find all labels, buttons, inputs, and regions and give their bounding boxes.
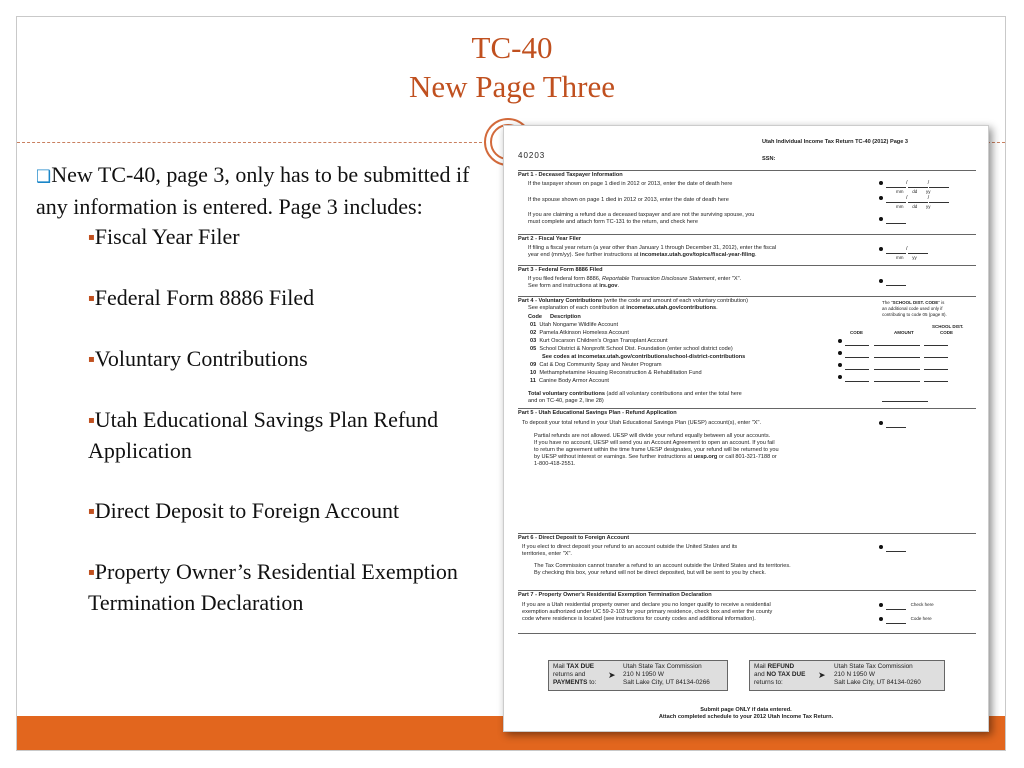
part3-row2: See form and instructions at irs.gov. <box>528 283 620 289</box>
part1-row2: If the spouse shown on page 1 died in 2012 or 2013, enter the date of death here <box>528 197 729 203</box>
bullet-text: Utah Educational Savings Plan Refund Application <box>88 407 439 463</box>
date-hint: mm dd yy <box>896 189 931 194</box>
checkbox-bullet-icon: ❑ <box>36 167 52 187</box>
square-bullet-icon: ▪ <box>88 293 95 304</box>
contribution-row: 05 School District & Nonprofit School Dist. Foundation (enter school district code) <box>530 346 733 352</box>
divider <box>518 408 976 409</box>
uesp-text-4: by UESP without interest or earnings. See further instructions at uesp.org or call 801-321-7188 or <box>534 454 777 460</box>
part6-text-2: By checking this box, your refund will not be direct deposited, but will be sent to you by check. <box>534 570 766 576</box>
bullet-list <box>36 160 476 618</box>
part2-row2: year end (mm/yy). See further instructions at incometax.utah.gov/topics/fiscal-year-filing. <box>528 252 757 258</box>
contribution-row: 10 Methamphetamine Housing Reconstruction & Rehabilitation Fund <box>530 370 702 376</box>
square-bullet-icon: ▪ <box>88 232 95 243</box>
total-contributions-2: and on TC-40, page 2, line 28) <box>528 398 604 404</box>
col-school: SCHOOL DIST. <box>932 324 964 329</box>
divider <box>518 533 976 534</box>
part3-row1: If you filed federal form 8886, Reportable Transaction Disclosure Statement, enter "X". <box>528 276 742 282</box>
title-divider-left <box>17 142 487 143</box>
fiscal-year-end: / <box>879 246 928 254</box>
square-bullet-icon: ▪ <box>88 354 95 365</box>
square-bullet-icon: ▪ <box>88 506 95 517</box>
square-bullet-icon: ▪ <box>88 567 95 578</box>
death-date-spouse: / / <box>879 195 949 203</box>
school-code-note-3: contributing to code 05 (page 8). <box>882 312 947 317</box>
part1-title: Part 1 - Deceased Taxpayer Information <box>518 172 623 178</box>
part5-title: Part 5 - Utah Educational Savings Plan - Refund Application <box>518 410 677 416</box>
intro-text: New TC-40, page 3, only has to be submitted if any information is entered. Page 3 includes: <box>36 162 470 219</box>
bullet-dot-icon <box>838 351 842 355</box>
part7-title: Part 7 - Property Owner's Residential Exemption Termination Declaration <box>518 592 712 598</box>
bullet-item <box>88 557 476 618</box>
part6-text-1: The Tax Commission cannot transfer a refund to an account outside the United States and its territories. <box>534 563 791 569</box>
part1-row1: If the taxpayer shown on page 1 died in 2012 or 2013, enter the date of death here <box>528 181 733 187</box>
uesp-text-1: Partial refunds are not allowed. UESP will divide your refund equally between all your accounts. <box>534 433 771 439</box>
bullet-dot-icon <box>879 421 883 425</box>
mail-due-line3: PAYMENTS to: <box>553 679 597 686</box>
school-code-note: The "SCHOOL DIST. CODE" is <box>882 300 945 305</box>
deceased-checkbox <box>879 216 906 224</box>
total-contributions: Total voluntary contributions (add all voluntary contributions and enter the total here <box>528 391 742 397</box>
contribution-row: See codes at incometax.utah.gov/contributions/school-district-contributions <box>542 354 746 360</box>
uesp-text-3: to return the agreement within the time frame UESP designates, your refund will be returned to you <box>534 447 779 453</box>
part7-row1: If you are a Utah residential property owner and declare you no longer qualify to receive a residential <box>522 602 771 608</box>
square-bullet-icon: ▪ <box>88 415 95 426</box>
bullet-item <box>88 344 476 375</box>
exemption-checkbox: Check here <box>879 602 934 610</box>
mail-due-addr1: Utah State Tax Commission <box>623 663 702 670</box>
contribution-entry <box>838 350 948 358</box>
part4-row1: See explanation of each contribution at incometax.utah.gov/contributions. <box>528 305 718 311</box>
school-code-note-2: an additional code used only if <box>882 306 943 311</box>
bullet-text: Fiscal Year Filer <box>94 224 240 249</box>
part6-title: Part 6 - Direct Deposit to Foreign Account <box>518 535 630 541</box>
bullet-dot-icon <box>838 375 842 379</box>
submit-note: Submit page ONLY if data entered. <box>700 707 792 713</box>
bullet-dot-icon <box>879 196 883 200</box>
bullet-text: Direct Deposit to Foreign Account <box>94 498 400 523</box>
slide-subtitle: New Page Three <box>408 69 615 104</box>
bullet-dot-icon <box>879 247 883 251</box>
part2-row1: If filing a fiscal year return (a year other than January 1 through December 31, 2012), enter the fiscal <box>528 245 777 251</box>
part7-row3: code where residence is located (see instructions for county codes and additional information). <box>522 616 756 622</box>
code-header: Code <box>528 314 542 320</box>
mail-refund-addr1: Utah State Tax Commission <box>834 663 913 670</box>
bullet-dot-icon <box>879 279 883 283</box>
uesp-text-5: 1-800-418-2551. <box>534 461 576 467</box>
mail-due-line2: returns and <box>553 671 586 678</box>
tc40-page3-form-image <box>503 125 989 732</box>
contribution-row: 11 Canine Body Armor Account <box>530 378 609 384</box>
mail-due-line1: Mail TAX DUE <box>553 663 595 670</box>
mail-due-addr3: Salt Lake City, UT 84134-0266 <box>623 679 710 686</box>
mail-refund-line3: returns to: <box>754 679 783 686</box>
part3-title: Part 3 - Federal Form 8886 Filed <box>518 267 603 273</box>
bullet-item <box>88 222 476 253</box>
description-header: Description <box>550 314 581 320</box>
col-school-2: CODE <box>940 330 954 335</box>
form-code: 40203 <box>518 151 546 160</box>
divider <box>518 234 976 235</box>
contribution-row: 01 Utah Nongame Wildlife Account <box>530 322 619 328</box>
mail-due-addr2: 210 N 1950 W <box>623 671 664 678</box>
arrow-right-icon: ➤ <box>818 670 826 680</box>
bullet-text: Voluntary Contributions <box>94 346 308 371</box>
arrow-right-icon: ➤ <box>608 670 616 680</box>
mail-refund-addr2: 210 N 1950 W <box>834 671 875 678</box>
total-entry <box>882 394 928 402</box>
divider <box>518 265 976 266</box>
bullet-dot-icon <box>838 363 842 367</box>
contribution-entry <box>838 374 948 382</box>
attach-note: Attach completed schedule to your 2012 Utah Income Tax Return. <box>658 714 834 720</box>
divider <box>518 590 976 591</box>
contribution-entry <box>838 362 948 370</box>
part1-row3a: If you are claiming a refund due a deceased taxpayer and are not the surviving spouse, you <box>528 212 755 218</box>
intro-paragraph <box>36 160 476 222</box>
contribution-entry <box>838 338 948 346</box>
ssn-label: SSN: <box>762 156 776 162</box>
bullet-dot-icon <box>879 217 883 221</box>
part6-row2: territories, enter "X". <box>522 551 572 557</box>
bullet-dot-icon <box>879 603 883 607</box>
uesp-text-2: If you have no account, UESP will send you an Account Agreement to open an account. If you fail <box>534 440 775 446</box>
bullet-dot-icon <box>838 339 842 343</box>
form8886-checkbox <box>879 278 906 286</box>
contribution-row: 03 Kurt Oscarson Children's Organ Transplant Account <box>530 338 668 344</box>
bullet-dot-icon <box>879 181 883 185</box>
contribution-row: 02 Pamela Atkinson Homeless Account <box>530 330 629 336</box>
death-date-taxpayer: / / <box>879 180 949 188</box>
bullet-item <box>88 496 476 527</box>
bullet-text: Federal Form 8886 Filed <box>94 285 315 310</box>
divider <box>518 633 976 634</box>
part4-title: Part 4 - Voluntary Contributions (write the code and amount of each voluntary contribution) <box>518 298 748 304</box>
bullet-text: Property Owner’s Residential Exemption Termination Declaration <box>88 559 458 615</box>
mail-refund-addr3: Salt Lake City, UT 84134-0260 <box>834 679 921 686</box>
mail-tax-due-box <box>548 660 728 691</box>
divider <box>518 296 976 297</box>
col-code: CODE <box>850 330 864 335</box>
bullet-item <box>88 283 476 314</box>
mail-refund-box <box>749 660 945 691</box>
contribution-row: 09 Cat & Dog Community Spay and Neuter Program <box>530 362 662 368</box>
bullet-item <box>88 405 476 466</box>
form-header-title: Utah Individual Income Tax Return TC-40 (2012) Page 3 <box>762 139 908 145</box>
date-hint: mm yy <box>896 255 917 260</box>
part6-row1: If you elect to direct deposit your refund to an account outside the United States and its <box>522 544 738 550</box>
col-amount: AMOUNT <box>894 330 914 335</box>
part1-row3b: must complete and attach form TC-131 to the return, and check here <box>528 219 698 225</box>
part5-row1: To deposit your total refund in your Utah Educational Savings Plan (UESP) account(s), enter "X". <box>522 420 762 426</box>
bullet-dot-icon <box>879 545 883 549</box>
county-code-field: Code here <box>879 616 932 624</box>
part2-title: Part 2 - Fiscal Year Filer <box>518 236 582 242</box>
bullet-dot-icon <box>879 617 883 621</box>
foreign-deposit-checkbox <box>879 544 906 552</box>
divider <box>518 170 976 171</box>
date-hint: mm dd yy <box>896 204 931 209</box>
part7-row2: exemption authorized under UC 59-2-103 for your primary residence, check box and enter the county <box>522 609 773 615</box>
mail-refund-line2: and NO TAX DUE <box>754 671 806 678</box>
mail-refund-line1: Mail REFUND <box>754 663 795 670</box>
slide-title: TC-40 <box>471 30 553 65</box>
uesp-checkbox <box>879 420 906 428</box>
